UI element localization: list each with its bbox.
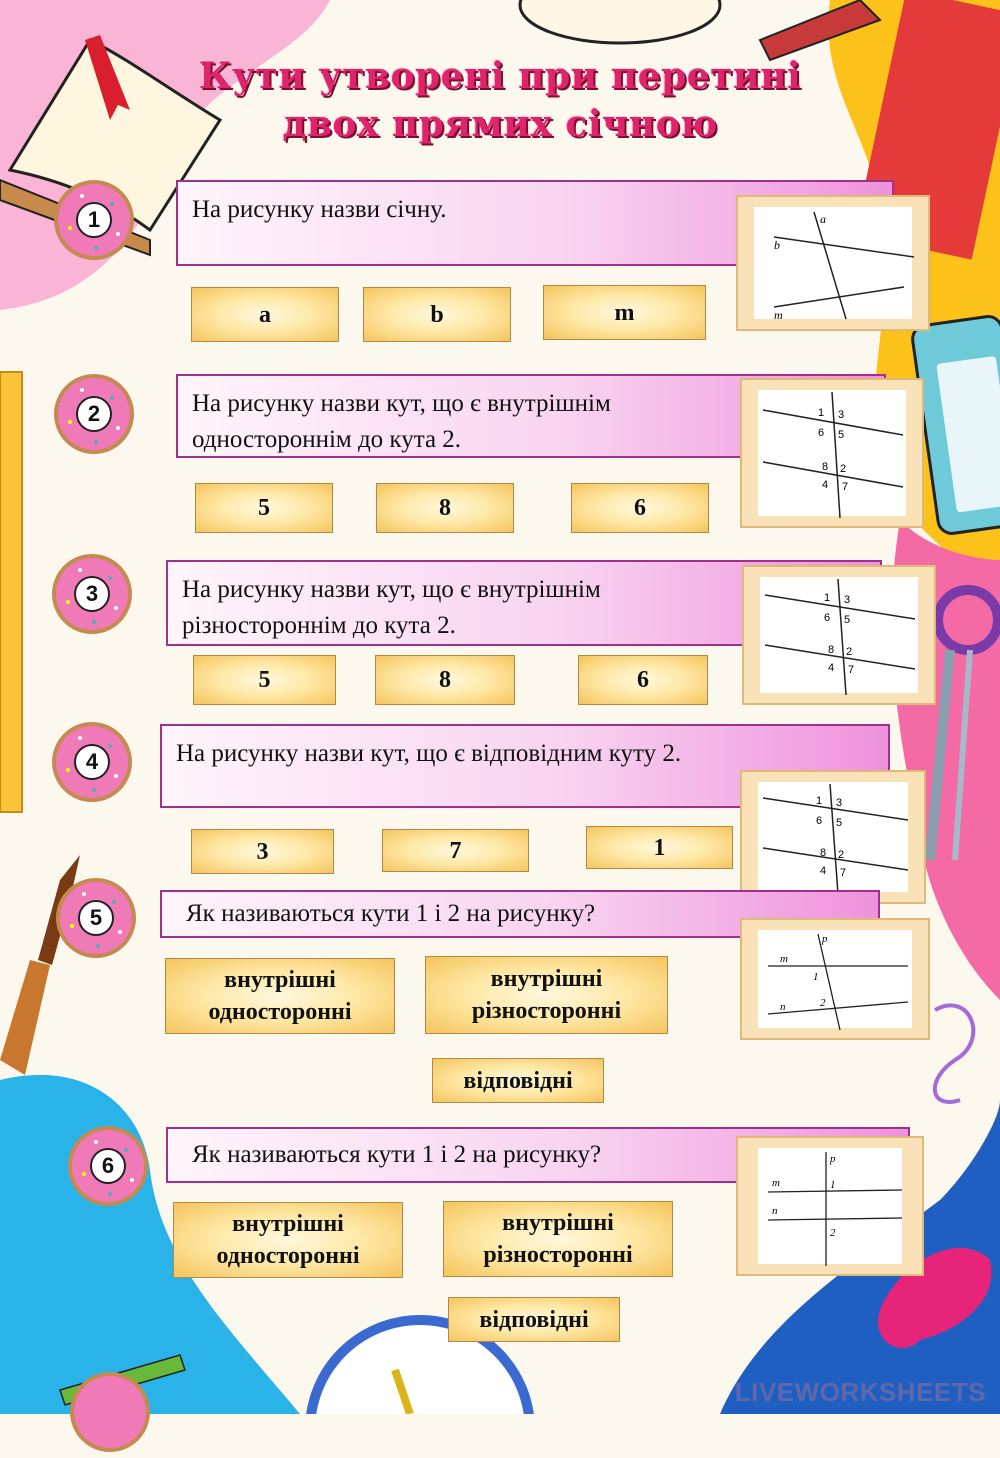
figure-6-angles bbox=[736, 1136, 924, 1276]
q5-option-corresponding[interactable]: відповідні bbox=[432, 1058, 604, 1103]
figure-4-label-1: 1 bbox=[816, 795, 823, 807]
q1-option-b[interactable]: b bbox=[363, 287, 511, 342]
q2-option-8[interactable]: 8 bbox=[376, 483, 514, 533]
figure-3-label-7: 7 bbox=[848, 664, 855, 676]
figure-5-label-1: 1 bbox=[813, 971, 819, 983]
question-number-6: 6 bbox=[90, 1148, 126, 1184]
question-number-5: 5 bbox=[78, 900, 114, 936]
donut-badge-5 bbox=[54, 876, 138, 960]
figure-3-label-8: 8 bbox=[828, 644, 835, 656]
title-line-2: двох прямих січною bbox=[282, 103, 718, 145]
q5-option-inner-same-side[interactable]: внутрішні односторонні bbox=[165, 958, 395, 1034]
figure-2-label-5: 5 bbox=[838, 429, 845, 441]
paintbrush bbox=[0, 960, 50, 1075]
figure-5-lines bbox=[758, 930, 916, 1032]
figure-2-label-6: 6 bbox=[818, 427, 825, 439]
question-1-text: На рисунку назви січну. bbox=[176, 180, 894, 266]
q1-option-m[interactable]: m bbox=[543, 285, 706, 340]
donut-badge-partial bbox=[68, 1370, 152, 1454]
q3-option-8[interactable]: 8 bbox=[375, 655, 515, 705]
figure-4-angles bbox=[740, 770, 926, 904]
figure-3-label-2: 2 bbox=[846, 646, 853, 658]
donut-badge-4 bbox=[50, 720, 134, 804]
figure-3-label-1: 1 bbox=[824, 592, 831, 604]
q4-option-1[interactable]: 1 bbox=[586, 826, 733, 869]
figure-3-label-4: 4 bbox=[828, 662, 835, 674]
figure-4-label-2: 2 bbox=[838, 849, 845, 861]
figure-2-label-3: 3 bbox=[838, 409, 845, 421]
figure-6-lines bbox=[758, 1148, 906, 1268]
q4-option-3[interactable]: 3 bbox=[191, 829, 334, 874]
q2-option-5[interactable]: 5 bbox=[195, 483, 333, 533]
figure-5-label-m: m bbox=[780, 953, 788, 965]
palette-illustration bbox=[520, 0, 720, 43]
figure-6-label-2: 2 bbox=[830, 1227, 836, 1239]
q6-option-corresponding[interactable]: відповідні bbox=[448, 1297, 620, 1342]
figure-4-label-7: 7 bbox=[840, 867, 847, 879]
figure-1-label-b: b bbox=[774, 238, 780, 252]
q2-option-6[interactable]: 6 bbox=[571, 483, 709, 533]
figure-6-label-p: p bbox=[830, 1153, 836, 1165]
figure-4-lines bbox=[758, 782, 912, 896]
figure-2-angles bbox=[740, 378, 924, 528]
q4-option-7[interactable]: 7 bbox=[382, 829, 529, 872]
title-line-1: Кути утворені при перетині bbox=[198, 55, 802, 97]
question-number-3: 3 bbox=[74, 576, 110, 612]
q3-option-6[interactable]: 6 bbox=[578, 655, 708, 705]
q5-option-inner-alternate[interactable]: внутрішні різносторонні bbox=[425, 956, 668, 1034]
q3-option-5[interactable]: 5 bbox=[193, 655, 336, 705]
question-number-1: 1 bbox=[76, 202, 112, 238]
purple-swirl bbox=[935, 1005, 973, 1102]
figure-2-label-8: 8 bbox=[822, 461, 829, 473]
liveworksheets-logo: LIVEWORKSHEETS bbox=[734, 1377, 986, 1407]
question-2-text: На рисунку назви кут, що є внутрішнім одностороннім до кута 2. bbox=[176, 374, 886, 458]
q1-option-a[interactable]: a bbox=[191, 287, 339, 342]
figure-1-label-m: m bbox=[774, 308, 783, 322]
figure-5-label-p: p bbox=[822, 933, 828, 945]
question-6-text: Як називаються кути 1 і 2 на рисунку? bbox=[166, 1127, 910, 1183]
figure-6-label-1: 1 bbox=[830, 1179, 836, 1191]
figure-4-label-5: 5 bbox=[836, 817, 843, 829]
figure-2-lines bbox=[758, 390, 910, 520]
figure-3-angles bbox=[742, 565, 936, 705]
donut-badge-6 bbox=[66, 1124, 150, 1208]
figure-1-transversal bbox=[736, 195, 930, 331]
question-number-4: 4 bbox=[74, 744, 110, 780]
question-number-2: 2 bbox=[76, 396, 112, 432]
figure-2-label-1: 1 bbox=[818, 407, 825, 419]
figure-5-angles bbox=[740, 918, 930, 1040]
question-3-text: На рисунку назви кут, що є внутрішнім різностороннім до кута 2. bbox=[166, 560, 882, 646]
question-5-text: Як називаються кути 1 і 2 на рисунку? bbox=[160, 890, 880, 938]
figure-2-label-2: 2 bbox=[840, 463, 847, 475]
worksheet-title bbox=[150, 52, 850, 148]
figure-1-label-a: a bbox=[820, 212, 826, 226]
figure-2-label-4: 4 bbox=[822, 479, 829, 491]
figure-3-label-5: 5 bbox=[844, 614, 851, 626]
q6-option-inner-same-side[interactable]: внутрішні односторонні bbox=[173, 1202, 403, 1278]
q6-option-inner-alternate[interactable]: внутрішні різносторонні bbox=[443, 1201, 673, 1277]
figure-2-label-7: 7 bbox=[842, 481, 849, 493]
figure-4-label-8: 8 bbox=[820, 847, 827, 859]
figure-5-label-n: n bbox=[780, 1001, 786, 1013]
figure-1-lines bbox=[754, 207, 916, 323]
figure-4-label-4: 4 bbox=[820, 865, 827, 877]
ruler bbox=[0, 372, 22, 812]
donut-badge-2 bbox=[52, 372, 136, 456]
donut-badge-3 bbox=[50, 552, 134, 636]
figure-3-lines bbox=[760, 577, 922, 697]
figure-4-label-3: 3 bbox=[836, 797, 843, 809]
question-4-text: На рисунку назви кут, що є відповідним куту 2. bbox=[160, 724, 890, 808]
figure-6-label-n: n bbox=[772, 1205, 778, 1217]
donut-badge-1 bbox=[52, 178, 136, 262]
figure-4-label-6: 6 bbox=[816, 815, 823, 827]
figure-6-label-m: m bbox=[772, 1177, 780, 1189]
figure-3-label-3: 3 bbox=[844, 594, 851, 606]
figure-5-label-2: 2 bbox=[820, 997, 826, 1009]
figure-3-label-6: 6 bbox=[824, 612, 831, 624]
